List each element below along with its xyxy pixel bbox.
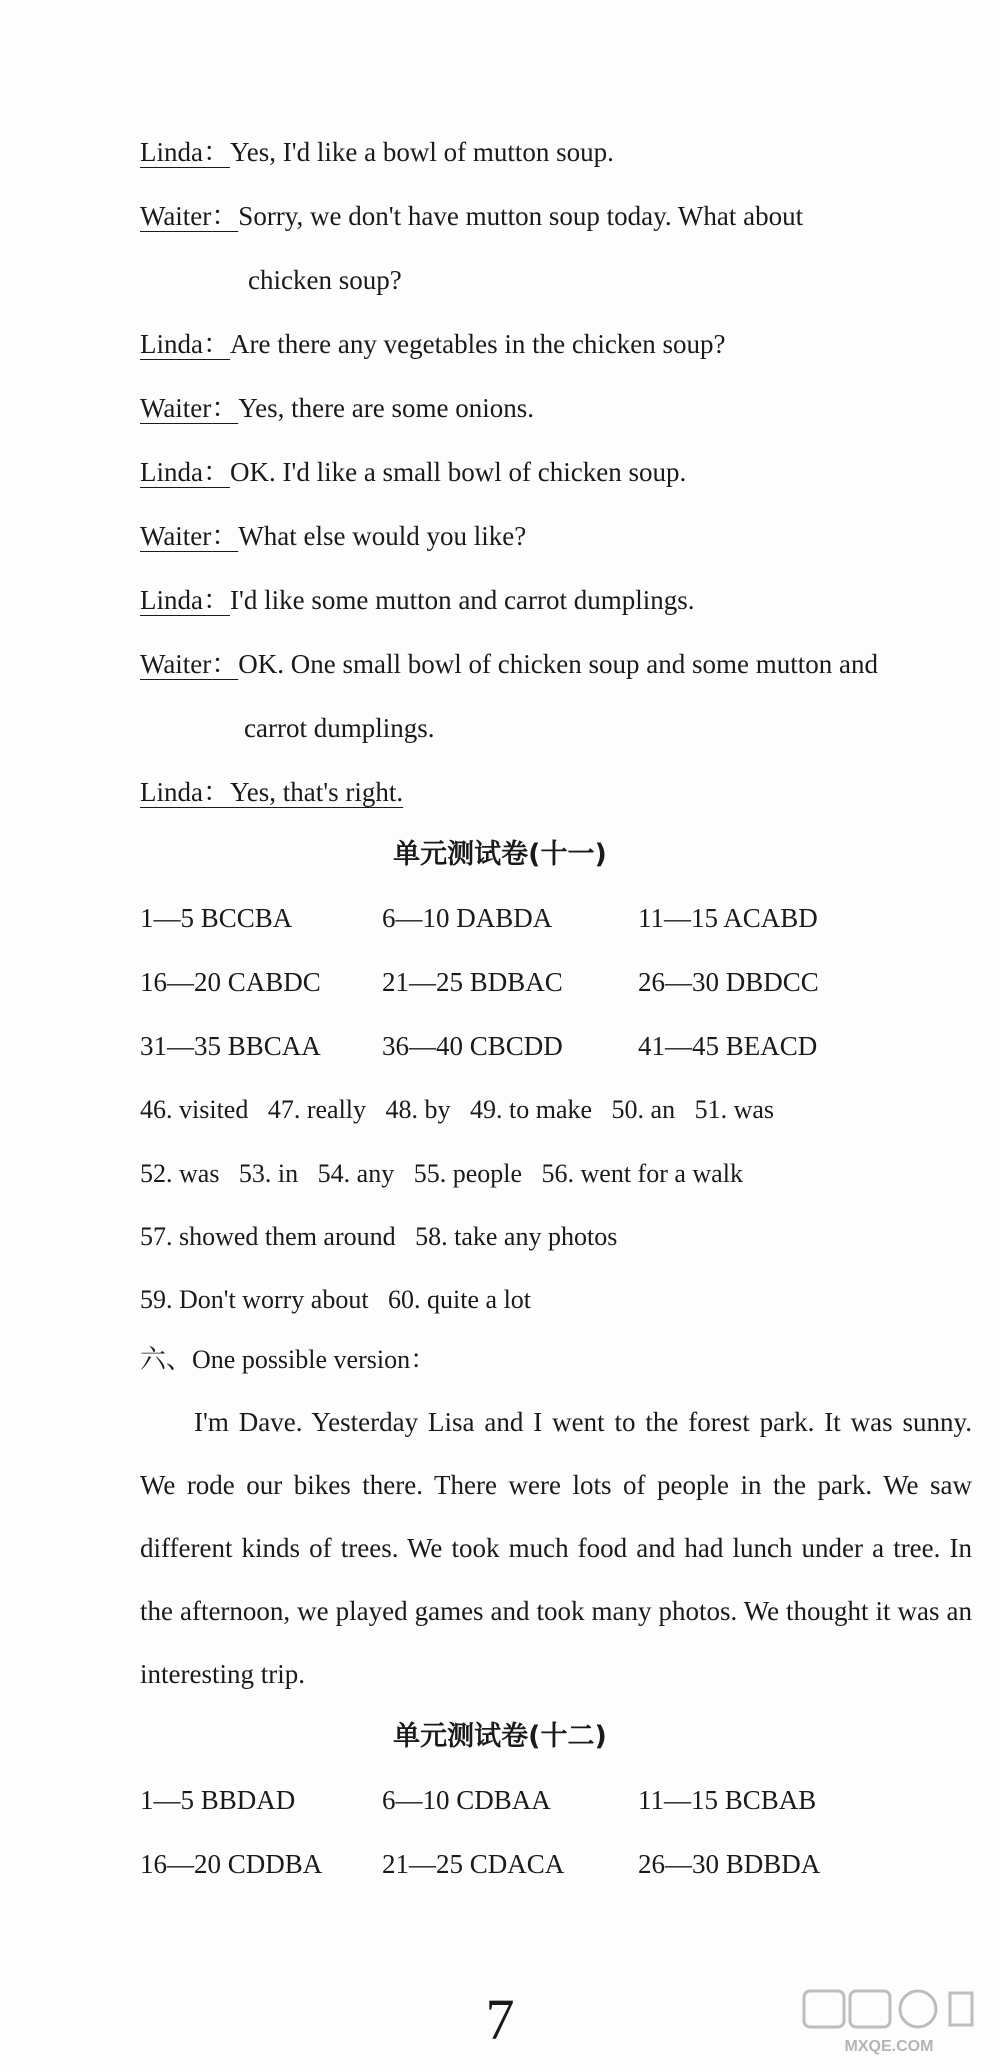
dialogue-text: Are there any vegetables in the chicken soup? — [229, 329, 726, 359]
answer-cell: 26—30 BDBDA — [638, 1849, 821, 1879]
dialogue-line-1 — [140, 135, 614, 169]
fill-answer-line: 57. showed them around 58. take any photos — [140, 1222, 618, 1251]
answer-cell: 21—25 BDBAC — [382, 967, 563, 997]
speaker-separator: ： — [211, 521, 239, 551]
dialogue-line-8 — [140, 647, 878, 681]
dialogue-text: Sorry, we don't have mutton soup today. What about — [238, 201, 804, 231]
dialogue-text: What else would you like? — [238, 521, 527, 551]
speaker-label: Waiter — [140, 649, 212, 679]
dialogue-text: I'd like some mutton and carrot dumplings. — [229, 585, 695, 615]
speaker-label: Waiter — [140, 521, 212, 551]
dialogue-text: Yes, that's right. — [229, 777, 404, 807]
answer-cell: 11—15 ACABD — [638, 903, 818, 933]
answer-cell: 6—10 DABDA — [382, 903, 553, 933]
watermark-logo — [800, 1987, 978, 2057]
writing-label: 六、One possible version： — [140, 1345, 437, 1374]
dialogue-line-5 — [140, 455, 686, 489]
answer-cell: 1—5 BBDAD — [140, 1785, 296, 1815]
speaker-label: Linda — [140, 585, 203, 615]
dialogue-line-3 — [140, 327, 726, 361]
speaker-label: Waiter — [140, 393, 212, 423]
speaker-separator: ： — [211, 649, 239, 679]
section-heading-test-12: 单元测试卷(十二) — [393, 1721, 607, 1752]
speaker-separator: ： — [202, 137, 230, 167]
fill-answer-line: 52. was 53. in 54. any 55. people 56. went for a walk — [140, 1159, 743, 1188]
speaker-separator: ： — [211, 393, 239, 423]
answer-cell: 41—45 BEACD — [638, 1031, 818, 1061]
answer-cell: 16—20 CDDBA — [140, 1849, 323, 1879]
speaker-label: Linda — [140, 137, 203, 167]
speaker-label: Linda — [140, 457, 203, 487]
dialogue-text: OK. One small bowl of chicken soup and some mutton and — [238, 649, 878, 679]
dialogue-line-7 — [140, 583, 695, 617]
answer-cell: 16—20 CABDC — [140, 967, 321, 997]
speaker-separator: ： — [202, 585, 230, 615]
speaker-separator: ： — [202, 329, 230, 359]
speaker-label: Linda — [140, 777, 203, 807]
speaker-separator: ： — [211, 201, 239, 231]
speaker-separator: ： — [202, 457, 230, 487]
answer-cell: 26—30 DBDCC — [638, 967, 819, 997]
dialogue-text: OK. I'd like a small bowl of chicken soup. — [229, 457, 687, 487]
fill-answer-line: 59. Don't worry about 60. quite a lot — [140, 1285, 532, 1314]
dialogue-line-6 — [140, 519, 526, 553]
dialogue-line-4 — [140, 391, 534, 425]
dialogue-continuation: chicken soup? — [248, 265, 402, 295]
answer-cell: 11—15 BCBAB — [638, 1785, 817, 1815]
speaker-label: Waiter — [140, 201, 212, 231]
speaker-label: Linda — [140, 329, 203, 359]
section-heading-test-11: 单元测试卷(十一) — [393, 839, 607, 870]
dialogue-text: Yes, I'd like a bowl of mutton soup. — [229, 137, 614, 167]
dialogue-line-9 — [140, 775, 403, 809]
dialogue-line-2 — [140, 199, 803, 233]
dialogue-text: Yes, there are some onions. — [238, 393, 535, 423]
writing-paragraph: I'm Dave. Yesterday Lisa and I went to the forest park. It was sunny. We rode our bikes there. There were lots of people in the park. We saw different kinds of trees. We took much food and had lunch under a tree. In the afternoon, we played games and took many photos. We thought it was an interesting trip. — [140, 1407, 972, 1689]
dialogue-continuation: carrot dumplings. — [244, 713, 435, 743]
speaker-separator: ： — [202, 777, 230, 807]
page-number: 7 — [485, 1987, 515, 2052]
fill-answer-line: 46. visited 47. really 48. by 49. to make 50. an 51. was — [140, 1095, 775, 1124]
answer-cell: 6—10 CDBAA — [382, 1785, 551, 1815]
svg-text:MXQE.COM: MXQE.COM — [844, 2038, 934, 2055]
answer-cell: 36—40 CBCDD — [382, 1031, 563, 1061]
answer-cell: 1—5 BCCBA — [140, 903, 293, 933]
answer-cell: 21—25 CDACA — [382, 1849, 565, 1879]
answer-cell: 31—35 BBCAA — [140, 1031, 321, 1061]
